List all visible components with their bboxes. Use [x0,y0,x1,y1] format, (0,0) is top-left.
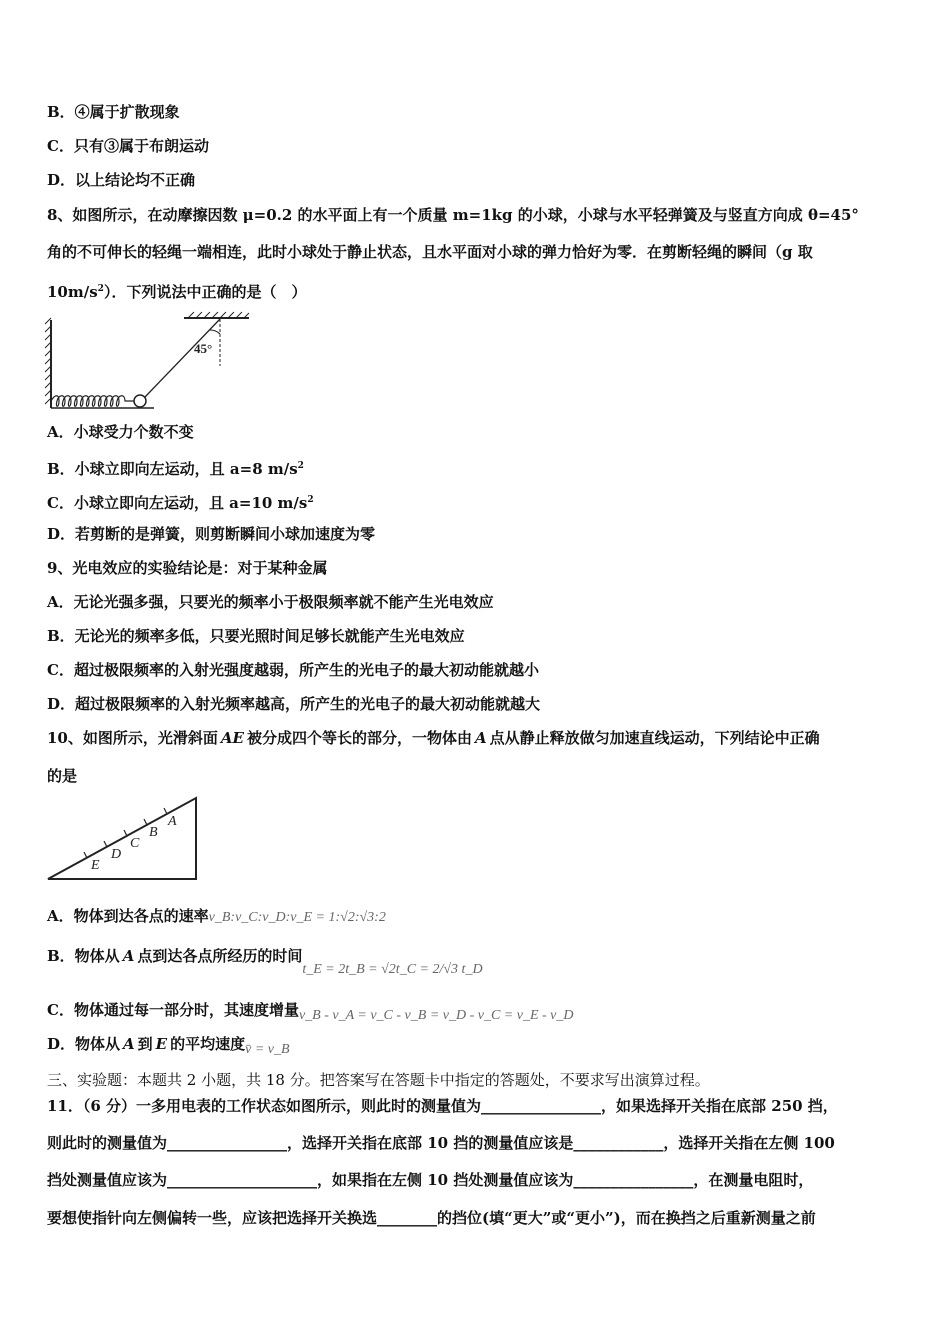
rope [145,319,220,397]
incline-triangle [48,798,196,879]
q10-figure-incline [44,793,204,883]
q9-option-b: B．无论光的频率多低，只要光照时间足够长就能产生光电效应 [47,627,465,645]
label-e: E [91,858,100,873]
q9-option-a: A．无论光强多强，只要光的频率小于极限频率就不能产生光电效应 [47,593,494,611]
q7-option-b: B．④属于扩散现象 [47,103,180,121]
q11-line1: 11．（6 分）一多用电表的工作状态如图所示，则此时的测量值为________________，如果选择开关指在底部 250 挡， [47,1097,838,1115]
q8-stem-line3 [47,279,306,302]
q11-line2: 则此时的测量值为________________，选择开关指在底部 10 挡的测量值应该是____________，选择开关指在左侧 100 [47,1134,835,1152]
q10-stem-line2: 的是 [47,767,78,785]
q7-option-d: D．以上结论均不正确 [47,171,196,189]
q10-option-c-formula: v_B - v_A = v_C - v_B = v_D - v_C = v_E - v_D [298,1008,574,1023]
q10-option-b: B．物体从 A 点到达各点所经历的时间t_E = 2t_B = √2t_C = 2/√3 t_D [47,947,483,977]
label-c: C [130,836,140,851]
q11-line3: 挡处测量值应该为____________________，如果指在左侧 10 挡处测量值应该为________________，在测量电阻时， [47,1171,814,1189]
q10-option-b-formula: t_E = 2t_B = √2t_C = 2/√3 t_D [302,962,483,977]
q10-option-d: D．物体从 A 到 E 的平均速度v̄ = v_B [47,1035,290,1057]
q8-stem-line2: 角的不可伸长的轻绳一端相连，此时小球处于静止状态，且水平面对小球的弹力恰好为零．在剪断轻绳的瞬间（g 取 [47,243,813,261]
q8-figure-spring-rope-ball [44,310,254,412]
label-a: A [168,814,177,829]
ball [134,395,146,407]
section3-heading: 三、实验题：本题共 2 小题，共 18 分。把答案写在答题卡中指定的答题处，不要求写出演算过程。 [47,1071,710,1089]
q8-option-b: B．小球立即向左运动，且 a=8 $m/s^2$ [47,460,304,478]
q8-option-a: A．小球受力个数不变 [47,423,194,441]
q10-stem-line1: 10、如图所示，光滑斜面 AE 被分成四个等长的部分，一物体由 A 点从静止释放做匀加速直线运动，下列结论中正确 [47,729,820,747]
spring [51,396,134,407]
q9-stem: 9、光电效应的实验结论是：对于某种金属 [47,559,328,577]
q11-line4: 要想使指针向左侧偏转一些，应该把选择开关换选________的挡位(填“更大”或“更小”)，而在换挡之后重新测量之前 [47,1209,816,1227]
label-b: B [149,825,158,840]
q8-question: ）．下列说法中正确的是（ ） [103,283,307,301]
q8-option-c: C．小球立即向左运动，且 a=10 $m/s^2$ [47,494,314,512]
q10-option-c: C．物体通过每一部分时，其速度增量v_B - v_A = v_C - v_B = v_D - v_C = v_E - v_D [47,1001,574,1023]
q10-option-d-formula: v̄ = v_B [245,1042,290,1057]
q10-option-a-formula: v_B:v_C:v_D:v_E = 1:√2:√3:2 [208,910,386,925]
q8-stem-line1: 8、如图所示，在动摩擦因数 μ=0.2 的水平面上有一个质量 m=1kg 的小球，小球与水平轻弹簧及与竖直方向成 θ=45° [47,206,859,224]
label-d: D [111,847,122,862]
q8-unit-sup: 2 [97,284,104,294]
q9-option-c: C．超过极限频率的入射光强度越弱，所产生的光电子的最大初动能就越小 [47,661,539,679]
q10-option-a: A．物体到达各点的速率v_B:v_C:v_D:v_E = 1:√2:√3:2 [47,907,386,925]
q7-option-c: C．只有③属于布朗运动 [47,137,209,155]
q8-option-d: D．若剪断的是弹簧，则剪断瞬间小球加速度为零 [47,525,376,543]
angle-label: 45° [194,341,213,356]
angle-arc [210,330,220,334]
q9-option-d: D．超过极限频率的入射光频率越高，所产生的光电子的最大初动能就越大 [47,695,541,713]
q8-unit: 10m/s [47,283,98,301]
